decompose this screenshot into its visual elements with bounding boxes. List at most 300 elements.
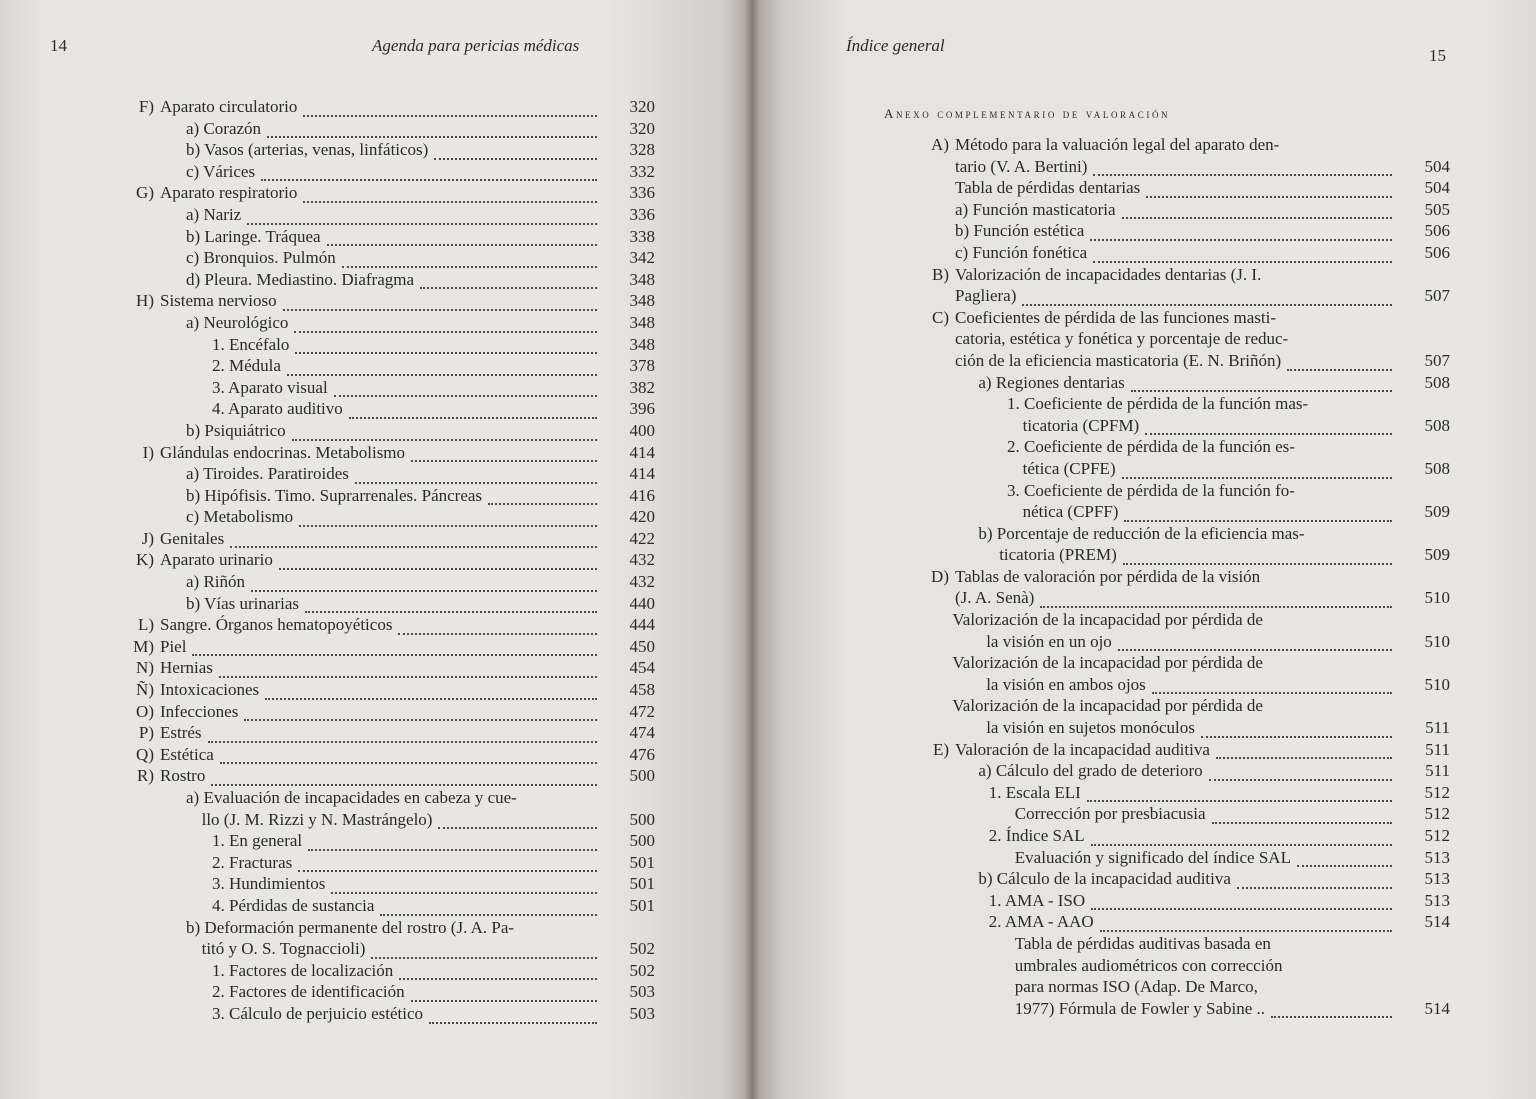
leader-dots (349, 403, 597, 419)
toc-entry-label: D) (931, 566, 949, 586)
toc-entry (903, 587, 1450, 609)
toc-entry-page: 505 (1424, 199, 1450, 219)
toc-entry-text: Valorización de incapacidades dentarias (J. I. (955, 264, 1262, 284)
running-head-left: Agenda para pericias médicas (372, 36, 580, 55)
leader-dots (208, 727, 597, 743)
toc-entry-page: 348 (629, 291, 655, 311)
toc-entry-text: Intoxicaciones (160, 680, 260, 700)
toc-entry-text: tética (CPFE) (1022, 458, 1116, 478)
toc-entry-page: 509 (1424, 545, 1450, 565)
leader-dots (398, 619, 597, 635)
toc-entry-page: 382 (629, 377, 655, 397)
leader-dots (244, 705, 597, 721)
toc-entry (120, 787, 655, 809)
toc-entry-page: 506 (1424, 221, 1450, 241)
toc-entry-page: 458 (629, 680, 655, 700)
toc-entry-text: b) Función estética (955, 221, 1085, 241)
toc-entry (903, 458, 1450, 480)
toc-entry (120, 657, 655, 679)
leader-dots (1040, 592, 1392, 608)
toc-entry-page: 378 (629, 356, 655, 376)
toc-entry-text: 2. Fracturas (212, 852, 293, 872)
toc-entry (120, 226, 655, 248)
leader-dots (261, 165, 597, 181)
leader-dots (371, 943, 597, 959)
toc-entry-page: 472 (629, 701, 655, 721)
toc-entry-page: 328 (629, 140, 655, 160)
toc-entry-label: O) (136, 701, 154, 721)
toc-entry (903, 285, 1450, 307)
toc-entry-text: a) Nariz (186, 204, 242, 224)
toc-entry-text: Valorización de la incapacidad por pérdida de (952, 610, 1263, 630)
toc-entry-label: I) (142, 442, 154, 462)
toc-entry (903, 523, 1450, 545)
toc-entry-text: Tabla de pérdidas auditivas basada en (1014, 933, 1271, 953)
leader-dots (1212, 808, 1393, 824)
toc-entry-page: 507 (1424, 350, 1450, 370)
toc-entry (120, 722, 655, 744)
page-number-left: 14 (50, 36, 67, 55)
toc-entry (120, 96, 655, 118)
toc-entry-text: a) Cálculo del grado de deterioro (978, 761, 1203, 781)
toc-entry-text: 3. Hundimientos (212, 874, 326, 894)
toc-entry-page: 338 (629, 226, 655, 246)
toc-entry-text: 3. Aparato visual (212, 377, 328, 397)
toc-entry-page: 414 (629, 442, 655, 462)
toc-entry (903, 998, 1450, 1020)
leader-dots (1118, 635, 1392, 651)
toc-entry (120, 960, 655, 982)
toc-entry-label: K) (136, 550, 154, 570)
leader-dots (438, 813, 597, 829)
toc-entry-text: 1. Factores de localización (212, 960, 394, 980)
toc-entry-text: 3. Coeficiente de pérdida de la función fo- (1007, 480, 1295, 500)
toc-entry-page: 454 (629, 658, 655, 678)
leader-dots (1022, 290, 1392, 306)
toc-entry (120, 528, 655, 550)
toc-entry-text: c) Función fonética (955, 242, 1088, 262)
leader-dots (1216, 743, 1392, 759)
toc-entry-label: C) (932, 307, 949, 327)
toc-entry-page: 509 (1424, 502, 1450, 522)
toc-entry-page: 510 (1424, 674, 1450, 694)
leader-dots (1297, 851, 1392, 867)
leader-dots (299, 511, 597, 527)
toc-entry-text: b) Vías urinarias (186, 593, 299, 613)
annex-title (884, 106, 1170, 122)
toc-entry-page: 513 (1424, 869, 1450, 889)
toc-entry-text: Aparato circulatorio (160, 97, 298, 116)
toc-entry (903, 264, 1450, 286)
leader-dots (211, 770, 597, 786)
toc-entry-text: la visión en ambos ojos (986, 674, 1146, 694)
leader-dots (247, 209, 597, 225)
toc-entry (903, 350, 1450, 372)
toc-entry (903, 782, 1450, 804)
toc-entry (903, 739, 1450, 761)
toc-entry-text: c) Bronquios. Pulmón (186, 248, 336, 268)
leader-dots (192, 640, 597, 656)
toc-entry-label: Q) (136, 744, 154, 764)
toc-entry-text: Corrección por presbiacusia (1014, 804, 1206, 824)
leader-dots (251, 576, 597, 592)
toc-entry-page: 511 (1425, 761, 1450, 781)
toc-entry-text: ticatoria (CPFM) (1022, 415, 1140, 435)
toc-entry-label: L) (137, 615, 154, 635)
leader-dots (1122, 463, 1392, 479)
toc-entry (903, 803, 1450, 825)
toc-entry-text: Pagliera) (955, 286, 1017, 306)
toc-entry-label: G) (136, 183, 154, 203)
toc-entry-page: 348 (629, 269, 655, 289)
toc-entry-page: 440 (629, 593, 655, 613)
leader-dots (1145, 419, 1392, 435)
toc-entry (120, 355, 655, 377)
leader-dots (1209, 765, 1392, 781)
leader-dots (1090, 225, 1392, 241)
toc-entry (903, 544, 1450, 566)
toc-entry-page: 348 (629, 312, 655, 332)
toc-entry-text: b) Laringe. Tráquea (186, 226, 321, 246)
toc-entry-text: Estética (160, 744, 214, 764)
toc-entry-page: 512 (1424, 826, 1450, 845)
toc-entry-page: 501 (629, 874, 655, 894)
leader-dots (230, 532, 597, 548)
toc-entry-text: a) Tiroides. Paratiroides (186, 464, 349, 484)
leader-dots (488, 489, 597, 505)
toc-entry-page: 510 (1424, 631, 1450, 651)
toc-entry-text: a) Riñón (186, 572, 246, 592)
running-head-right: Índice general (846, 36, 945, 55)
toc-entry-text: Estrés (160, 723, 202, 743)
leader-dots (399, 964, 597, 980)
leader-dots (1087, 786, 1392, 802)
toc-entry-text: 4. Aparato auditivo (212, 399, 343, 419)
toc-entry-page: 504 (1424, 178, 1450, 198)
leader-dots (1287, 355, 1392, 371)
toc-entry-text: Evaluación y significado del índice SAL (1014, 847, 1291, 867)
toc-entry-text: b) Deformación permanente del rostro (J. A. Pa- (186, 917, 515, 937)
page-number-right: 15 (1429, 46, 1446, 65)
leader-dots (355, 468, 597, 484)
toc-entry (120, 442, 655, 464)
toc-entry (120, 1003, 655, 1025)
toc-entry-text: Piel (160, 636, 187, 656)
toc-entry (903, 566, 1450, 588)
toc-entry-page: 320 (629, 118, 655, 138)
toc-entry (903, 177, 1450, 199)
toc-entry-page: 336 (629, 204, 655, 224)
leader-dots (219, 662, 597, 678)
toc-entry (903, 134, 1450, 156)
toc-entry-text: tario (V. A. Bertini) (955, 156, 1088, 176)
toc-entry-page: 508 (1424, 372, 1450, 392)
toc-entry-page: 507 (1424, 286, 1450, 306)
toc-entry-text: 1. Encéfalo (212, 334, 290, 354)
toc-entry-page: 513 (1424, 847, 1450, 867)
toc-entry (120, 549, 655, 571)
leader-dots (267, 122, 597, 138)
leader-dots (429, 1008, 597, 1024)
leader-dots (1152, 678, 1392, 694)
toc-entry-text: Glándulas endocrinas. Metabolismo (160, 442, 406, 462)
toc-entry-label: N) (136, 658, 154, 678)
leader-dots (1201, 722, 1392, 738)
toc-entry (120, 204, 655, 226)
leader-dots (1093, 160, 1392, 176)
toc-entry (903, 220, 1450, 242)
toc-entry-page: 450 (629, 636, 655, 656)
toc-entry (120, 701, 655, 723)
toc-entry-text: Tablas de valoración por pérdida de la visión (955, 566, 1261, 586)
toc-entry (120, 852, 655, 874)
leader-dots (265, 684, 597, 700)
toc-entry-page: 511 (1425, 739, 1450, 759)
toc-entry-page: 476 (629, 744, 655, 764)
toc-entry (903, 372, 1450, 394)
toc-entry-page: 508 (1424, 415, 1450, 435)
leader-dots (1124, 506, 1392, 522)
toc-entry-text: 2. Índice SAL (988, 826, 1085, 845)
toc-entry (120, 830, 655, 852)
toc-entry-page: 503 (629, 982, 655, 1002)
toc-entry-label: H) (136, 291, 154, 311)
toc-entry-text: catoria, estética y fonética y porcentaje de reduc- (955, 329, 1289, 349)
leader-dots (1237, 873, 1392, 889)
toc-entry (903, 955, 1450, 977)
toc-entry-text: Tabla de pérdidas dentarias (955, 178, 1141, 198)
leader-dots (1122, 203, 1392, 219)
toc-entry-text: b) Porcentaje de reducción de la eficiencia mas- (978, 523, 1305, 543)
toc-entry (120, 895, 655, 917)
toc-entry (903, 825, 1450, 847)
toc-entry (903, 695, 1450, 717)
toc-entry-text: (J. A. Senà) (955, 588, 1035, 608)
leader-dots (1131, 376, 1392, 392)
toc-entry-page: 400 (629, 420, 655, 440)
left-page (0, 0, 752, 1099)
toc-entry (903, 199, 1450, 221)
toc-entry (120, 139, 655, 161)
toc-entry-page: 396 (629, 399, 655, 419)
toc-entry-text: ticatoria (PREM) (999, 545, 1117, 565)
toc-entry-label: P) (138, 723, 154, 743)
toc-entry-page: 514 (1424, 912, 1450, 932)
toc-entry (903, 847, 1450, 869)
leader-dots (1146, 182, 1392, 198)
toc-entry-page: 500 (629, 766, 655, 786)
leader-dots (434, 144, 597, 160)
toc-entry-page: 512 (1424, 782, 1450, 802)
toc-entry (120, 485, 655, 507)
toc-entry-text: Coeficientes de pérdida de las funciones masti- (955, 307, 1276, 327)
toc-entry (903, 911, 1450, 933)
toc-entry-text: Sistema nervioso (160, 291, 277, 311)
toc-entry-page: 508 (1424, 458, 1450, 478)
toc-entry (903, 631, 1450, 653)
leader-dots (411, 986, 597, 1002)
toc-entry (903, 976, 1450, 998)
book-gutter (744, 0, 760, 1099)
toc-entry-text: 4. Pérdidas de sustancia (212, 895, 375, 915)
toc-entry-text: Método para la valuación legal del aparato den- (955, 135, 1280, 154)
toc-entry-text: 1. Escala ELI (988, 782, 1081, 802)
toc-entry-page: 502 (629, 939, 655, 959)
leader-dots (1123, 549, 1392, 565)
toc-entry-text: Valoración de la incapacidad auditiva (955, 739, 1210, 759)
toc-entry-label: E) (932, 739, 949, 759)
toc-entry (120, 981, 655, 1003)
toc-entry-page: 336 (629, 183, 655, 203)
toc-entry-text: Valorización de la incapacidad por pérdida de (952, 653, 1263, 673)
leader-dots (294, 317, 597, 333)
leader-dots (342, 252, 597, 268)
toc-entry-text: 1. Coeficiente de pérdida de la función mas- (1007, 394, 1309, 414)
toc-entry-page: 503 (629, 1003, 655, 1023)
toc-entry-text: 3. Cálculo de perjuicio estético (212, 1003, 424, 1023)
toc-entry-page: 501 (629, 895, 655, 915)
toc-entry-page: 514 (1424, 998, 1450, 1018)
leader-dots (220, 748, 597, 764)
toc-entry-text: Valorización de la incapacidad por pérdida de (952, 696, 1263, 716)
toc-entry-text: b) Cálculo de la incapacidad auditiva (978, 869, 1231, 889)
toc-entry-page: 432 (629, 572, 655, 592)
toc-entry-text: Genitales (160, 528, 225, 548)
toc-entry-page: 332 (629, 161, 655, 181)
toc-entry (120, 312, 655, 334)
toc-entry (120, 161, 655, 183)
leader-dots (287, 360, 597, 376)
toc-entry-text: la visión en sujetos monóculos (986, 718, 1195, 738)
toc-entry (120, 290, 655, 312)
toc-entry-label: F) (138, 97, 154, 116)
toc-entry (120, 334, 655, 356)
leader-dots (420, 273, 597, 289)
toc-entry (120, 636, 655, 658)
toc-entry-label: M) (133, 636, 154, 656)
toc-entry-page: 474 (629, 723, 655, 743)
toc-entry-text: Aparato respiratorio (160, 183, 298, 203)
toc-entry-page: 432 (629, 550, 655, 570)
toc-entry (903, 393, 1450, 415)
leader-dots (1093, 247, 1392, 263)
leader-dots (308, 835, 597, 851)
toc-entry (120, 182, 655, 204)
toc-entry-text: a) Regiones dentarias (978, 372, 1125, 392)
toc-entry-text: 1977) Fórmula de Fowler y Sabine .. (1014, 998, 1266, 1018)
toc-entry-text: Aparato urinario (160, 550, 273, 570)
toc-entry-text: a) Corazón (186, 118, 262, 138)
leader-dots (380, 900, 597, 916)
toc-entry-page: 500 (629, 809, 655, 829)
annex-title-text: Anexo complementario de valoración (884, 106, 1171, 121)
toc-entry-text: Infecciones (160, 701, 239, 721)
toc-entry (120, 377, 655, 399)
leader-dots (303, 101, 597, 117)
toc-entry-text: a) Evaluación de incapacidades en cabeza y cue- (186, 788, 517, 807)
toc-entry-text: 1. En general (212, 831, 303, 851)
toc-entry-text: 1. AMA - ISO (988, 890, 1086, 910)
toc-entry-text: ción de la eficiencia masticatoria (E. N. Briñón) (955, 350, 1282, 370)
toc-entry (903, 480, 1450, 502)
toc-entry (903, 933, 1450, 955)
toc-entry (120, 679, 655, 701)
toc-entry (120, 614, 655, 636)
toc-entry-page: 502 (629, 960, 655, 980)
toc-entry-text: b) Psiquiátrico (186, 420, 286, 440)
toc-entry-text: Sangre. Órganos hematopoyéticos (160, 615, 393, 635)
leader-dots (1091, 894, 1392, 910)
toc-entry-text: titó y O. S. Tognaccioli) (201, 939, 366, 959)
toc-entry (120, 420, 655, 442)
toc-entry (903, 328, 1450, 350)
toc-entry (120, 744, 655, 766)
toc-entry-page: 501 (629, 852, 655, 872)
toc-entry (903, 156, 1450, 178)
toc-entry (903, 760, 1450, 782)
leader-dots (327, 230, 597, 246)
toc-entry (120, 398, 655, 420)
toc-entry (903, 652, 1450, 674)
toc-list-left (120, 96, 655, 1025)
toc-entry (903, 242, 1450, 264)
toc-entry-page: 506 (1424, 242, 1450, 262)
toc-entry (120, 765, 655, 787)
toc-list-right (903, 134, 1450, 1019)
toc-entry (120, 571, 655, 593)
toc-entry (120, 593, 655, 615)
toc-entry-page: 510 (1424, 588, 1450, 608)
toc-entry (903, 436, 1450, 458)
toc-entry (903, 674, 1450, 696)
leader-dots (331, 878, 597, 894)
toc-entry-text: 2. Factores de identificación (212, 982, 405, 1002)
leader-dots (1091, 830, 1392, 846)
leader-dots (298, 856, 597, 872)
toc-entry-text: b) Vasos (arterias, venas, linfáticos) (186, 140, 429, 160)
toc-entry-label: J) (141, 528, 154, 548)
toc-entry (903, 307, 1450, 329)
toc-entry-page: 420 (629, 507, 655, 527)
toc-entry-text: Rostro (160, 766, 206, 786)
toc-entry (120, 938, 655, 960)
toc-entry-text: a) Función masticatoria (955, 199, 1116, 219)
toc-entry-page: 513 (1424, 890, 1450, 910)
leader-dots (305, 597, 597, 613)
toc-entry-page: 444 (629, 615, 655, 635)
toc-entry-page: 511 (1425, 718, 1450, 738)
toc-entry-text: 2. AMA - AAO (988, 912, 1094, 932)
toc-entry (120, 247, 655, 269)
leader-dots (334, 381, 597, 397)
toc-entry-page: 320 (629, 97, 655, 116)
toc-entry (120, 506, 655, 528)
toc-entry-page: 416 (629, 485, 655, 505)
toc-entry-label: R) (137, 766, 154, 786)
toc-entry-label: B) (932, 264, 949, 284)
toc-entry-text: umbrales audiométricos con corrección (1014, 955, 1283, 975)
toc-entry-text: c) Metabolismo (186, 507, 294, 527)
toc-entry-label: Ñ) (136, 680, 154, 700)
toc-entry-text: para normas ISO (Adap. De Marco, (1014, 977, 1258, 997)
toc-entry-text: c) Várices (186, 161, 256, 181)
toc-entry-text: llo (J. M. Rizzi y N. Mastrángelo) (201, 809, 433, 829)
leader-dots (411, 446, 597, 462)
toc-entry (120, 269, 655, 291)
toc-entry-page: 422 (629, 528, 655, 548)
toc-entry (903, 609, 1450, 631)
toc-entry-page: 348 (629, 334, 655, 354)
